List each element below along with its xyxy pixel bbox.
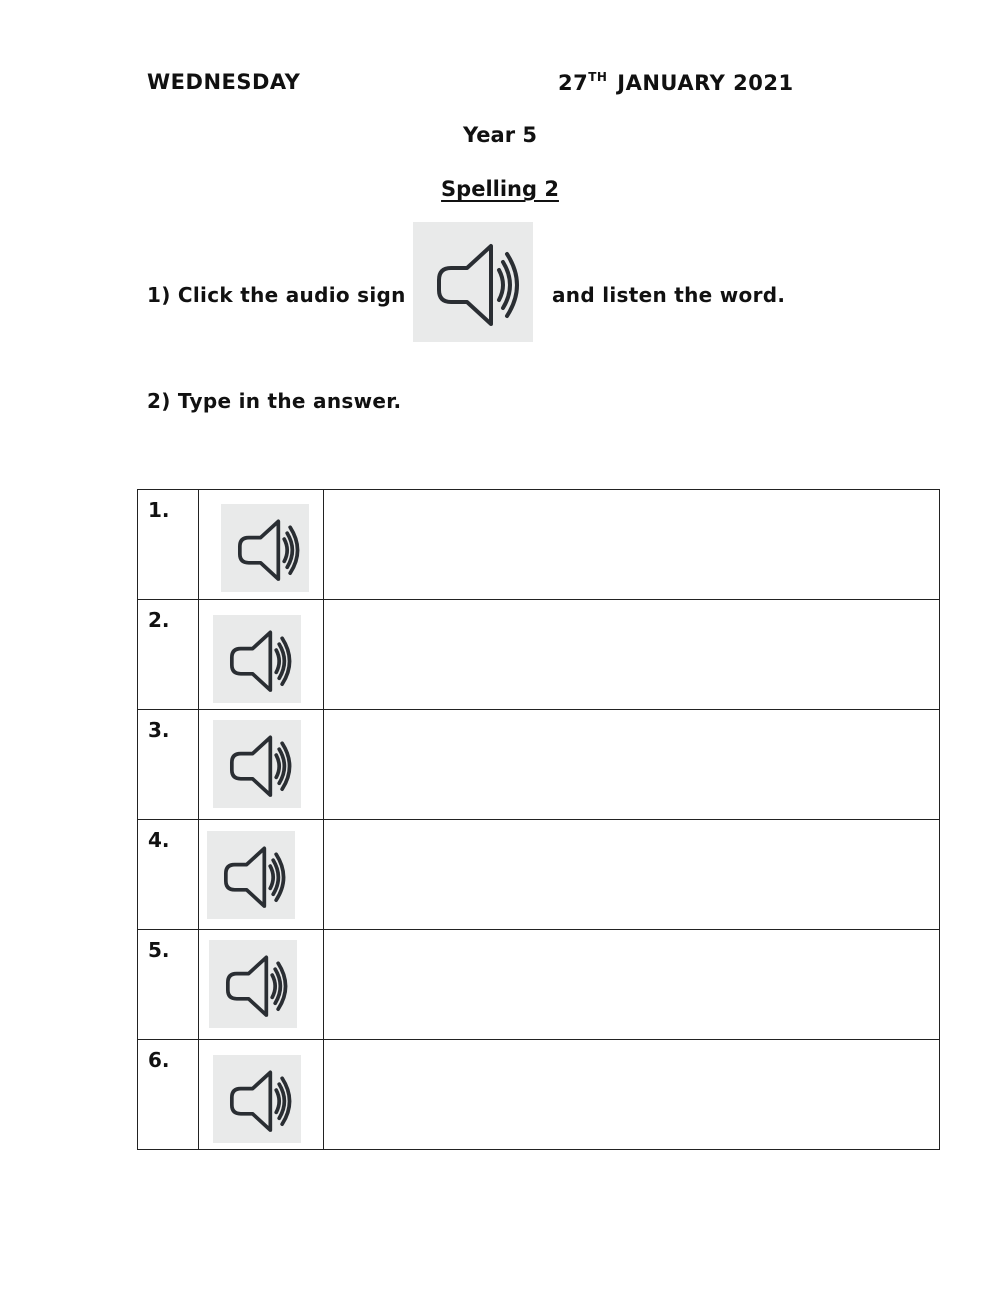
table-row bbox=[138, 490, 940, 600]
row-answer-cell bbox=[324, 710, 940, 820]
speaker-volume-icon bbox=[214, 838, 288, 912]
answer-input[interactable] bbox=[324, 490, 939, 599]
row-number: 2. bbox=[148, 608, 170, 632]
row-number-cell bbox=[138, 930, 199, 1040]
speaker-volume-icon bbox=[413, 222, 533, 342]
page-title-text: Spelling 2 bbox=[441, 177, 559, 201]
row-number-cell bbox=[138, 1040, 199, 1150]
row-audio-cell bbox=[199, 600, 324, 710]
row-number-cell bbox=[138, 820, 199, 930]
day-label: WEDNESDAY bbox=[147, 70, 301, 94]
table-row bbox=[138, 600, 940, 710]
speaker-svg bbox=[220, 727, 294, 801]
table-row bbox=[138, 930, 940, 1040]
answer-input[interactable] bbox=[324, 710, 939, 819]
row-answer-cell bbox=[324, 600, 940, 710]
row-answer-cell bbox=[324, 930, 940, 1040]
row-number: 4. bbox=[148, 828, 170, 852]
row-number-cell bbox=[138, 600, 199, 710]
date-suffix: TH bbox=[588, 70, 608, 84]
row-number-cell bbox=[138, 710, 199, 820]
speaker-volume-icon bbox=[220, 622, 294, 696]
answer-input[interactable] bbox=[324, 1040, 939, 1149]
row-answer-cell bbox=[324, 490, 940, 600]
instruction-step2: 2) Type in the answer. bbox=[147, 389, 402, 413]
speaker-svg bbox=[228, 511, 302, 585]
row-audio-cell bbox=[199, 490, 324, 600]
table-row bbox=[138, 820, 940, 930]
speaker-svg bbox=[214, 838, 288, 912]
date-label bbox=[558, 70, 794, 95]
play-audio-button[interactable] bbox=[213, 1055, 301, 1143]
row-audio-cell bbox=[199, 1040, 324, 1150]
row-answer-cell bbox=[324, 1040, 940, 1150]
instruction-step1-after: and listen the word. bbox=[552, 283, 786, 307]
speaker-volume-icon bbox=[220, 1062, 294, 1136]
row-number: 3. bbox=[148, 718, 170, 742]
spelling-table bbox=[137, 489, 940, 1150]
date-rest: JANUARY 2021 bbox=[617, 71, 794, 95]
play-audio-button[interactable] bbox=[221, 504, 309, 592]
speaker-svg bbox=[220, 622, 294, 696]
play-audio-button[interactable] bbox=[207, 831, 295, 919]
table-row bbox=[138, 710, 940, 820]
speaker-volume-icon bbox=[228, 511, 302, 585]
speaker-volume-icon bbox=[216, 947, 290, 1021]
speaker-volume-icon-svg bbox=[423, 232, 523, 332]
year-label: Year 5 bbox=[463, 123, 537, 147]
answer-input[interactable] bbox=[324, 820, 939, 929]
instruction-step1-before: 1) Click the audio sign bbox=[147, 283, 406, 307]
speaker-svg bbox=[216, 947, 290, 1021]
row-number: 1. bbox=[148, 498, 170, 522]
answer-input[interactable] bbox=[324, 600, 939, 709]
speaker-svg bbox=[220, 1062, 294, 1136]
answer-input[interactable] bbox=[324, 930, 939, 1039]
row-audio-cell bbox=[199, 820, 324, 930]
date-day: 27 bbox=[558, 71, 589, 95]
row-audio-cell bbox=[199, 930, 324, 1040]
page-title bbox=[0, 177, 1000, 201]
row-answer-cell bbox=[324, 820, 940, 930]
play-audio-button[interactable] bbox=[213, 720, 301, 808]
speaker-volume-icon bbox=[220, 727, 294, 801]
row-audio-cell bbox=[199, 710, 324, 820]
table-row bbox=[138, 1040, 940, 1150]
play-audio-button[interactable] bbox=[213, 615, 301, 703]
row-number: 5. bbox=[148, 938, 170, 962]
play-audio-button[interactable] bbox=[209, 940, 297, 1028]
row-number: 6. bbox=[148, 1048, 170, 1072]
row-number-cell bbox=[138, 490, 199, 600]
